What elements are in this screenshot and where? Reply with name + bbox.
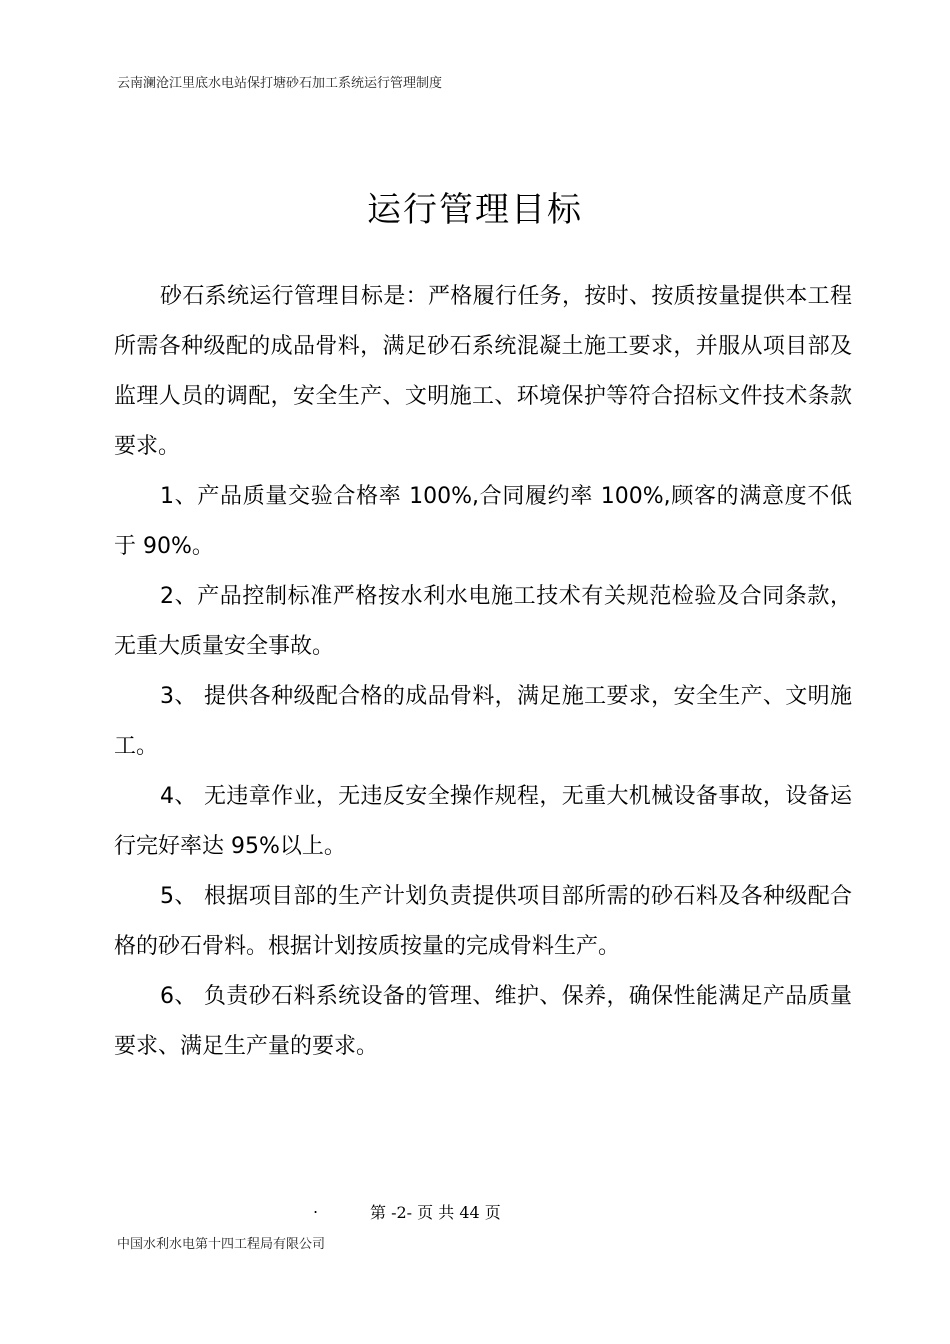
paragraph-item-2: 2、产品控制标准严格按水利水电施工技术有关规范检验及合同条款，无重大质量安全事故。: [114, 584, 852, 659]
paragraph-item-1: 1、产品质量交验合格率 100%,合同履约率 100%,顾客的满意度不低于 90%。: [114, 484, 852, 559]
paragraph-item-4: 4、 无违章作业，无违反安全操作规程，无重大机械设备事故，设备运行完好率达 95%以上。: [114, 784, 852, 859]
paragraph-item-6: 6、 负责砂石料系统设备的管理、维护、保养，确保性能满足产品质量要求、满足生产量的要求。: [114, 984, 852, 1059]
paragraph-item-5: 5、 根据项目部的生产计划负责提供项目部所需的砂石料及各种级配合格的砂石骨料。根据计划按质按量的完成骨料生产。: [114, 884, 852, 959]
organization-name: 中国水利水电第十四工程局有限公司: [117, 1237, 326, 1252]
footer-dot: .: [313, 1198, 319, 1217]
running-header: 云南澜沧江里底水电站保打塘砂石加工系统运行管理制度: [117, 76, 443, 91]
page-number: 第 -2- 页 共 44 页: [370, 1203, 501, 1222]
document-body: [114, 272, 852, 1072]
paragraph-item-3: 3、 提供各种级配合格的成品骨料，满足施工要求，安全生产、文明施工。: [114, 684, 852, 759]
page-title: 运行管理目标: [367, 190, 583, 230]
paragraph-intro: 砂石系统运行管理目标是：严格履行任务，按时、按质按量提供本工程所需各种级配的成品骨料，满足砂石系统混凝土施工要求，并服从项目部及监理人员的调配，安全生产、文明施工、环境保护等符合招标文件技术条款要求。: [114, 284, 852, 459]
